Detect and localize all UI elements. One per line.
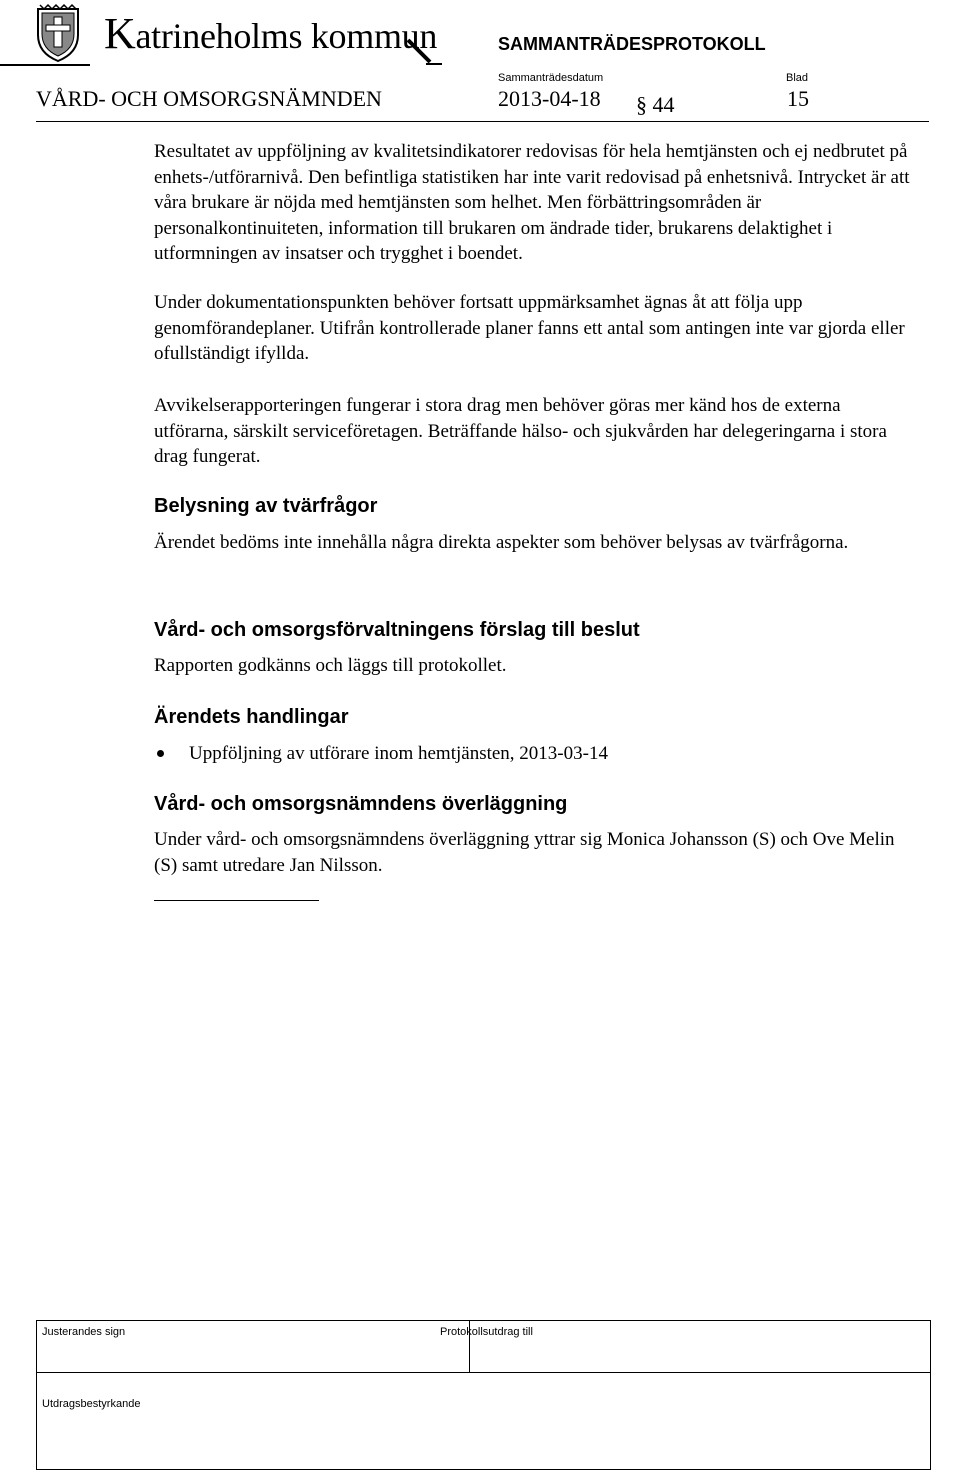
municipal-crest-logo <box>30 3 86 63</box>
section-number <box>636 92 675 118</box>
protokollsutdrag-label: Protokollsutdrag till <box>440 1326 533 1338</box>
document-type: SAMMANTRÄDESPROTOKOLL <box>498 34 766 54</box>
list-item <box>154 741 608 767</box>
bullet-icon <box>157 750 164 757</box>
paragraph-documentation: Under dokumentationspunkten behöver fortsatt uppmärksamhet ägnas åt att följa upp genomförandeplaner. Utifrån kontrollerade planer fanns ett antal som antingen inte var gjorda eller ofullständigt ifyllda. <box>154 292 905 364</box>
committee-name: VÅRD- OCH OMSORGSNÄMNDEN <box>36 86 382 111</box>
meeting-date-label: Sammanträdesdatum <box>498 72 604 84</box>
list-item-text: Uppföljning av utförare inom hemtjänsten, 2013-03-14 <box>189 743 608 764</box>
page-number: 15 <box>787 86 809 111</box>
logo-rest: atrineholms kommun <box>135 16 438 56</box>
section-symbol: § <box>636 92 647 117</box>
heading-proposal: Vård- och omsorgsförvaltningens förslag till beslut <box>154 619 640 641</box>
header-left-rule <box>0 64 90 66</box>
meeting-date: 2013-04-18 <box>498 86 601 111</box>
heading-cross-issues: Belysning av tvärfrågor <box>154 495 378 517</box>
utdragsbestyrkande-label: Utdragsbestyrkande <box>42 1398 141 1410</box>
paragraph-cross-issues: Ärendet bedöms inte innehålla några direkta aspekter som behöver belysas av tvärfrågorna. <box>154 532 849 553</box>
page-label: Blad <box>786 72 809 84</box>
header-rule <box>36 121 929 122</box>
paragraph-followup-results: Resultatet av uppföljning av kvalitetsindikatorer redovisas för hela hemtjänsten och ej nedbrutet på enhets-/utförarnivå. Den befintliga statistiken har inte varit redovisad på enhetsnivå. Intrycket är att våra brukare är nöjda med hemtjänsten som helhet. Men förbättringsområden är personalkontinuiteten, information till brukaren om ändrade tider, brukarens delaktighet i utformningen av insatser och trygghet i boendet. <box>154 141 910 264</box>
heading-deliberation: Vård- och omsorgsnämndens överläggning <box>154 793 568 815</box>
paragraph-deviation-reporting: Avvikelserapporteringen fungerar i stora drag men behöver göras mer känd hos de externa utförarna, särskilt serviceföretagen. Beträffande hälso- och sjukvården har delegeringarna i stora drag fungerat. <box>154 395 887 467</box>
justerandes-sign-label: Justerandes sign <box>42 1326 126 1338</box>
heading-case-documents: Ärendets handlingar <box>154 706 349 728</box>
municipality-logo-text <box>104 9 438 58</box>
logo-swoosh-icon <box>404 34 444 66</box>
signature-box <box>36 1320 931 1470</box>
paragraph-proposal: Rapporten godkänns och läggs till protokollet. <box>154 655 507 676</box>
signature-divider-horizontal <box>37 1372 930 1373</box>
logo-initial: K <box>104 9 136 58</box>
paragraph-deliberation: Under vård- och omsorgsnämndens överläggning yttrar sig Monica Johansson (S) och Ove Melin (S) samt utredare Jan Nilsson. <box>154 829 895 876</box>
section-value: 44 <box>652 92 675 117</box>
end-of-section-rule <box>154 900 319 901</box>
